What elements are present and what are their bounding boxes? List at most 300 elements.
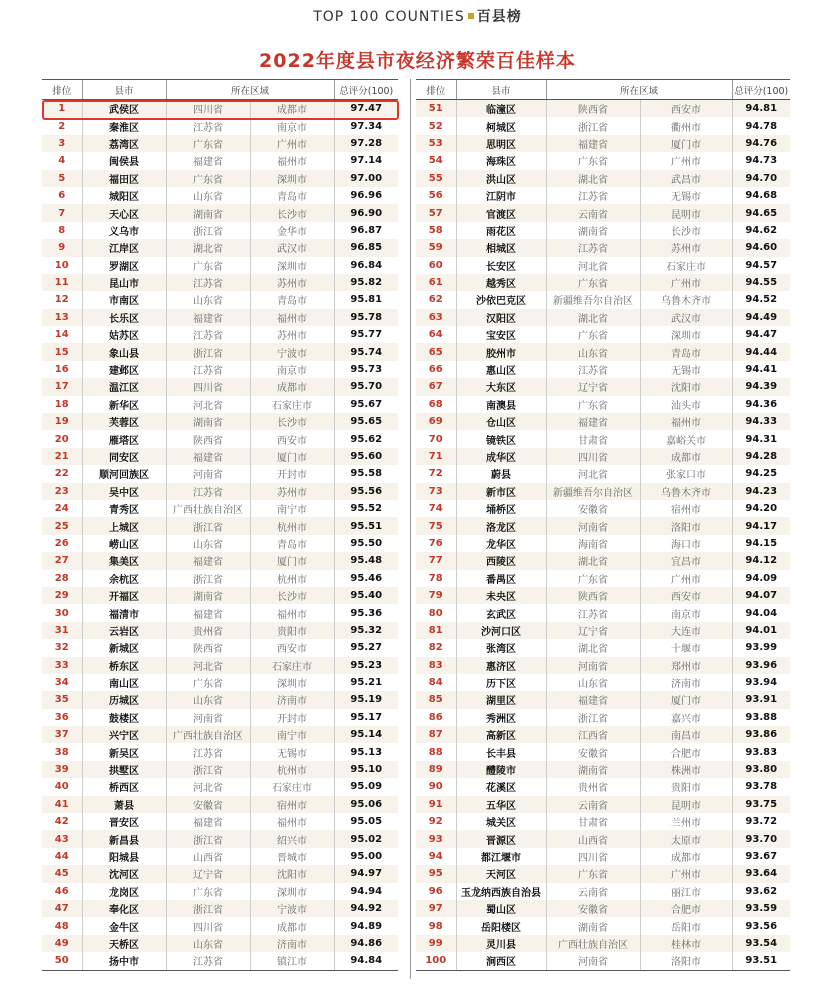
- table-row: [416, 187, 790, 204]
- name-cell: 五华区: [456, 796, 546, 813]
- score-cell: 94.44: [732, 343, 790, 360]
- rank-cell: 37: [42, 726, 82, 743]
- table-row: [416, 813, 790, 830]
- score-cell: 94.57: [732, 257, 790, 274]
- province-cell: 广西壮族自治区: [166, 500, 250, 517]
- table-row: [416, 865, 790, 882]
- table-row: [42, 187, 398, 204]
- name-cell: 历城区: [82, 691, 166, 708]
- province-cell: 江苏省: [546, 239, 640, 256]
- name-cell: 思明区: [456, 135, 546, 152]
- name-cell: 崂山区: [82, 535, 166, 552]
- name-cell: 灵川县: [456, 935, 546, 952]
- rank-cell: 6: [58, 190, 66, 202]
- table-row: [42, 830, 398, 847]
- city-cell: 深圳市: [250, 170, 334, 187]
- score-cell: 96.96: [334, 187, 398, 204]
- city-cell: 嘉峪关市: [640, 430, 732, 447]
- province-cell: 广东省: [166, 135, 250, 152]
- score-cell: 94.76: [732, 135, 790, 152]
- city-cell: 杭州市: [250, 517, 334, 534]
- table-row: [416, 674, 790, 691]
- province-cell: 广东省: [546, 570, 640, 587]
- header-rank: 排位: [42, 80, 82, 100]
- score-cell: 93.70: [732, 830, 790, 847]
- city-cell: 长沙市: [250, 413, 334, 430]
- score-cell: 94.60: [732, 239, 790, 256]
- table-row: [42, 709, 398, 726]
- province-cell: 贵州省: [166, 622, 250, 639]
- name-cell: 奉化区: [82, 900, 166, 917]
- city-cell: 福州市: [250, 309, 334, 326]
- province-cell: 江苏省: [546, 187, 640, 204]
- rank-cell: 52: [428, 120, 443, 132]
- province-cell: 广东省: [546, 274, 640, 291]
- table-row: [416, 535, 790, 552]
- rank-cell: 44: [54, 850, 69, 862]
- table-row: [416, 570, 790, 587]
- city-cell: 青岛市: [250, 291, 334, 308]
- table-row: [416, 552, 790, 569]
- province-cell: 甘肃省: [546, 813, 640, 830]
- table-row: [42, 848, 398, 865]
- province-cell: 贵州省: [546, 778, 640, 795]
- table-row: [42, 291, 398, 308]
- province-cell: 河南省: [546, 657, 640, 674]
- rank-cell: 9: [42, 239, 82, 256]
- province-cell: 福建省: [546, 135, 640, 152]
- table-row: [42, 674, 398, 691]
- name-cell: 大东区: [456, 378, 546, 395]
- name-cell: 胶州市: [456, 343, 546, 360]
- rank-cell: 66: [428, 364, 443, 376]
- score-cell: 94.12: [732, 552, 790, 569]
- rank-cell: 25: [42, 517, 82, 534]
- city-cell: 武汉市: [640, 309, 732, 326]
- score-cell: 95.58: [334, 465, 398, 482]
- province-cell: 浙江省: [166, 222, 250, 239]
- table-row: [42, 500, 398, 517]
- city-cell: 厦门市: [640, 691, 732, 708]
- score-cell: 95.06: [334, 796, 398, 813]
- score-cell: 97.28: [334, 135, 398, 152]
- page-title: 2022年度县市夜经济繁荣百佳样本: [259, 50, 576, 72]
- rank-cell: 20: [54, 433, 69, 445]
- city-cell: 合肥市: [640, 743, 732, 760]
- name-cell: 埇桥区: [456, 500, 546, 517]
- name-cell: 姑苏区: [82, 326, 166, 343]
- province-cell: 广东省: [166, 883, 250, 900]
- city-cell: 镇江市: [250, 952, 334, 970]
- city-cell: 广州市: [640, 274, 732, 291]
- score-cell: 95.32: [334, 622, 398, 639]
- province-cell: 福建省: [166, 448, 250, 465]
- rank-cell: 46: [54, 885, 69, 897]
- score-cell: 94.33: [732, 413, 790, 430]
- rank-cell: 23: [42, 483, 82, 500]
- city-cell: 嘉兴市: [640, 709, 732, 726]
- city-cell: 无锡市: [250, 743, 334, 760]
- city-cell: 大连市: [640, 622, 732, 639]
- rank-cell: 90: [428, 781, 443, 793]
- province-cell: 福建省: [166, 604, 250, 621]
- score-cell: 94.36: [732, 396, 790, 413]
- city-cell: 厦门市: [250, 552, 334, 569]
- score-cell: 94.49: [732, 309, 790, 326]
- name-cell: 青秀区: [82, 500, 166, 517]
- name-cell: 官渡区: [456, 204, 546, 221]
- score-cell: 94.89: [334, 917, 398, 934]
- name-cell: 仓山区: [456, 413, 546, 430]
- rank-cell: 32: [54, 642, 69, 654]
- score-cell: 95.00: [334, 848, 398, 865]
- rank-cell: 76: [428, 537, 443, 549]
- header-name: 县市: [456, 80, 546, 100]
- rank-cell: 96: [428, 885, 443, 897]
- name-cell: 扬中市: [82, 952, 166, 970]
- highlight-box-first-place: [42, 100, 399, 120]
- table-row: [416, 309, 790, 326]
- rank-cell: 15: [42, 343, 82, 360]
- rank-cell: 26: [54, 537, 69, 549]
- name-cell: 临潼区: [456, 100, 546, 118]
- name-cell: 桥西区: [82, 778, 166, 795]
- table-row: [416, 935, 790, 952]
- rank-cell: 5: [42, 170, 82, 187]
- rank-cell: 31: [42, 622, 82, 639]
- table-row: [416, 639, 790, 656]
- score-cell: 94.65: [732, 204, 790, 221]
- table-row: [42, 691, 398, 708]
- table-row: [416, 917, 790, 934]
- score-cell: 94.84: [334, 952, 398, 970]
- rank-cell: 40: [54, 781, 69, 793]
- province-cell: 甘肃省: [546, 430, 640, 447]
- province-cell: 山东省: [166, 535, 250, 552]
- rank-cell: 75: [416, 517, 456, 534]
- brand-square-icon: [468, 13, 474, 19]
- name-cell: 顺河回族区: [82, 465, 166, 482]
- rank-cell: 55: [416, 170, 456, 187]
- rank-cell: 19: [42, 413, 82, 430]
- city-cell: 深圳市: [250, 257, 334, 274]
- score-cell: 95.14: [334, 726, 398, 743]
- province-cell: 河北省: [546, 465, 640, 482]
- name-cell: 秀洲区: [456, 709, 546, 726]
- rank-cell: 72: [428, 468, 443, 480]
- rank-cell: 28: [54, 572, 69, 584]
- name-cell: 武侯区: [82, 100, 166, 118]
- rank-cell: 91: [416, 796, 456, 813]
- province-cell: 河南省: [166, 465, 250, 482]
- name-cell: 惠济区: [456, 657, 546, 674]
- score-cell: 93.80: [732, 761, 790, 778]
- rank-cell: 56: [428, 190, 443, 202]
- table-row: [42, 952, 398, 970]
- name-cell: 南山区: [82, 674, 166, 691]
- name-cell: 兴宁区: [82, 726, 166, 743]
- score-cell: 95.02: [334, 830, 398, 847]
- city-cell: 苏州市: [250, 483, 334, 500]
- rank-cell: 82: [428, 642, 443, 654]
- rank-cell: 43: [42, 830, 82, 847]
- score-cell: 95.13: [334, 743, 398, 760]
- name-cell: 长丰县: [456, 743, 546, 760]
- rank-cell: 64: [428, 329, 443, 341]
- rank-cell: 35: [42, 691, 82, 708]
- rank-cell: 86: [428, 711, 443, 723]
- rank-cell: 17: [42, 378, 82, 395]
- name-cell: 新华区: [82, 396, 166, 413]
- score-cell: 96.84: [334, 257, 398, 274]
- province-cell: 陕西省: [166, 430, 250, 447]
- province-cell: 江苏省: [166, 274, 250, 291]
- province-cell: 江苏省: [546, 361, 640, 378]
- rank-cell: 34: [54, 677, 69, 689]
- province-cell: 湖北省: [546, 552, 640, 569]
- name-cell: 沙河口区: [456, 622, 546, 639]
- table-row: [416, 204, 790, 221]
- province-cell: 湖北省: [546, 170, 640, 187]
- city-cell: 杭州市: [250, 761, 334, 778]
- name-cell: 惠山区: [456, 361, 546, 378]
- table-row: [416, 691, 790, 708]
- province-cell: 新疆维吾尔自治区: [546, 483, 640, 500]
- province-cell: 山东省: [166, 187, 250, 204]
- rank-cell: 38: [54, 746, 69, 758]
- header-name: 县市: [82, 80, 166, 100]
- name-cell: 沙依巴克区: [456, 291, 546, 308]
- name-cell: 雁塔区: [82, 430, 166, 447]
- rank-cell: 87: [416, 726, 456, 743]
- city-cell: 广州市: [640, 152, 732, 169]
- table-row: [416, 378, 790, 395]
- score-cell: 94.47: [732, 326, 790, 343]
- name-cell: 萧县: [82, 796, 166, 813]
- table-row: [42, 570, 398, 587]
- table-row: [42, 517, 398, 534]
- score-cell: 94.41: [732, 361, 790, 378]
- name-cell: 洛龙区: [456, 517, 546, 534]
- score-cell: 96.87: [334, 222, 398, 239]
- city-cell: 福州市: [250, 152, 334, 169]
- city-cell: 张家口市: [640, 465, 732, 482]
- province-cell: 浙江省: [546, 117, 640, 134]
- province-cell: 辽宁省: [166, 865, 250, 882]
- score-cell: 94.97: [334, 865, 398, 882]
- table-row: [416, 448, 790, 465]
- rank-cell: 21: [42, 448, 82, 465]
- name-cell: 金牛区: [82, 917, 166, 934]
- city-cell: 宜昌市: [640, 552, 732, 569]
- rank-cell: 80: [428, 607, 443, 619]
- province-cell: 河南省: [546, 952, 640, 970]
- city-cell: 石家庄市: [250, 396, 334, 413]
- province-cell: 河北省: [166, 778, 250, 795]
- score-cell: 95.81: [334, 291, 398, 308]
- name-cell: 天心区: [82, 204, 166, 221]
- city-cell: 成都市: [640, 848, 732, 865]
- table-row: [416, 952, 790, 970]
- city-cell: 广州市: [250, 135, 334, 152]
- city-cell: 南京市: [250, 361, 334, 378]
- table-row: [416, 117, 790, 134]
- score-cell: 95.19: [334, 691, 398, 708]
- table-row: [416, 257, 790, 274]
- province-cell: 陕西省: [546, 587, 640, 604]
- table-row: [42, 813, 398, 830]
- score-cell: 95.52: [334, 500, 398, 517]
- city-cell: 乌鲁木齐市: [640, 291, 732, 308]
- rank-cell: 93: [416, 830, 456, 847]
- province-cell: 浙江省: [166, 830, 250, 847]
- city-cell: 兰州市: [640, 813, 732, 830]
- city-cell: 西安市: [640, 100, 732, 118]
- province-cell: 湖南省: [546, 917, 640, 934]
- name-cell: 花溪区: [456, 778, 546, 795]
- city-cell: 汕头市: [640, 396, 732, 413]
- brand-cn: 百县榜: [476, 9, 522, 25]
- table-row: [42, 204, 398, 221]
- score-cell: 95.73: [334, 361, 398, 378]
- name-cell: 吴中区: [82, 483, 166, 500]
- rank-cell: 74: [428, 503, 443, 515]
- name-cell: 蔚县: [456, 465, 546, 482]
- province-cell: 浙江省: [166, 761, 250, 778]
- city-cell: 开封市: [250, 709, 334, 726]
- score-cell: 96.90: [334, 204, 398, 221]
- brand-text: TOP 100 COUNTIES: [313, 9, 465, 25]
- city-cell: 洛阳市: [640, 952, 732, 970]
- rank-cell: 11: [42, 274, 82, 291]
- name-cell: 云岩区: [82, 622, 166, 639]
- name-cell: 西陵区: [456, 552, 546, 569]
- city-cell: 青岛市: [250, 187, 334, 204]
- province-cell: 陕西省: [546, 100, 640, 118]
- score-cell: 94.94: [334, 883, 398, 900]
- rank-cell: 81: [416, 622, 456, 639]
- score-cell: 94.39: [732, 378, 790, 395]
- score-cell: 93.59: [732, 900, 790, 917]
- rank-cell: 57: [416, 204, 456, 221]
- score-cell: 93.91: [732, 691, 790, 708]
- province-cell: 湖北省: [166, 239, 250, 256]
- province-cell: 广东省: [166, 170, 250, 187]
- table-row: [42, 378, 398, 395]
- name-cell: 鼓楼区: [82, 709, 166, 726]
- name-cell: 宝安区: [456, 326, 546, 343]
- province-cell: 江苏省: [166, 326, 250, 343]
- province-cell: 江西省: [546, 726, 640, 743]
- score-cell: 95.46: [334, 570, 398, 587]
- city-cell: 贵阳市: [250, 622, 334, 639]
- table-row: [42, 604, 398, 621]
- city-cell: 海口市: [640, 535, 732, 552]
- score-cell: 95.82: [334, 274, 398, 291]
- city-cell: 沈阳市: [640, 378, 732, 395]
- province-cell: 江苏省: [166, 483, 250, 500]
- name-cell: 张湾区: [456, 639, 546, 656]
- city-cell: 深圳市: [250, 674, 334, 691]
- city-cell: 无锡市: [640, 187, 732, 204]
- rank-cell: 95: [416, 865, 456, 882]
- name-cell: 昆山市: [82, 274, 166, 291]
- rank-cell: 73: [416, 483, 456, 500]
- score-cell: 94.25: [732, 465, 790, 482]
- score-cell: 97.47: [334, 100, 398, 118]
- table-row: [42, 222, 398, 239]
- name-cell: 柯城区: [456, 117, 546, 134]
- table-row: [416, 100, 790, 118]
- table-row: [416, 517, 790, 534]
- province-cell: 新疆维吾尔自治区: [546, 291, 640, 308]
- province-cell: 安徽省: [546, 743, 640, 760]
- rank-cell: 99: [416, 935, 456, 952]
- score-cell: 95.17: [334, 709, 398, 726]
- rank-cell: 22: [54, 468, 69, 480]
- city-cell: 西安市: [640, 587, 732, 604]
- table-row: [42, 726, 398, 743]
- rank-cell: 14: [54, 329, 69, 341]
- score-cell: 94.07: [732, 587, 790, 604]
- name-cell: 集美区: [82, 552, 166, 569]
- province-cell: 湖南省: [546, 222, 640, 239]
- table-row: [416, 483, 790, 500]
- score-cell: 95.36: [334, 604, 398, 621]
- province-cell: 辽宁省: [546, 622, 640, 639]
- name-cell: 天河区: [456, 865, 546, 882]
- city-cell: 成都市: [250, 917, 334, 934]
- score-cell: 93.54: [732, 935, 790, 952]
- table-row: [416, 883, 790, 900]
- header-score: 总评分(100): [334, 80, 398, 100]
- table-row: [416, 709, 790, 726]
- rank-cell: 27: [42, 552, 82, 569]
- city-cell: 成都市: [250, 100, 334, 118]
- city-cell: 苏州市: [250, 326, 334, 343]
- province-cell: 江苏省: [546, 604, 640, 621]
- city-cell: 长沙市: [250, 204, 334, 221]
- province-cell: 山东省: [546, 674, 640, 691]
- province-cell: 浙江省: [546, 709, 640, 726]
- table-row: [42, 239, 398, 256]
- city-cell: 岳阳市: [640, 917, 732, 934]
- city-cell: 金华市: [250, 222, 334, 239]
- score-cell: 94.15: [732, 535, 790, 552]
- name-cell: 闽侯县: [82, 152, 166, 169]
- table-row: [416, 622, 790, 639]
- city-cell: 济南市: [250, 691, 334, 708]
- name-cell: 成华区: [456, 448, 546, 465]
- city-cell: 乌鲁木齐市: [640, 483, 732, 500]
- city-cell: 青岛市: [640, 343, 732, 360]
- rank-cell: 58: [428, 224, 443, 236]
- table-row: [416, 830, 790, 847]
- table-row: [42, 796, 398, 813]
- city-cell: 长沙市: [250, 587, 334, 604]
- city-cell: 福州市: [250, 604, 334, 621]
- rank-cell: 39: [42, 761, 82, 778]
- name-cell: 象山县: [82, 343, 166, 360]
- name-cell: 拱墅区: [82, 761, 166, 778]
- rank-cell: 51: [416, 100, 456, 118]
- score-cell: 94.31: [732, 430, 790, 447]
- name-cell: 开福区: [82, 587, 166, 604]
- score-cell: 93.96: [732, 657, 790, 674]
- score-cell: 95.51: [334, 517, 398, 534]
- province-cell: 浙江省: [166, 570, 250, 587]
- province-cell: 江苏省: [166, 117, 250, 134]
